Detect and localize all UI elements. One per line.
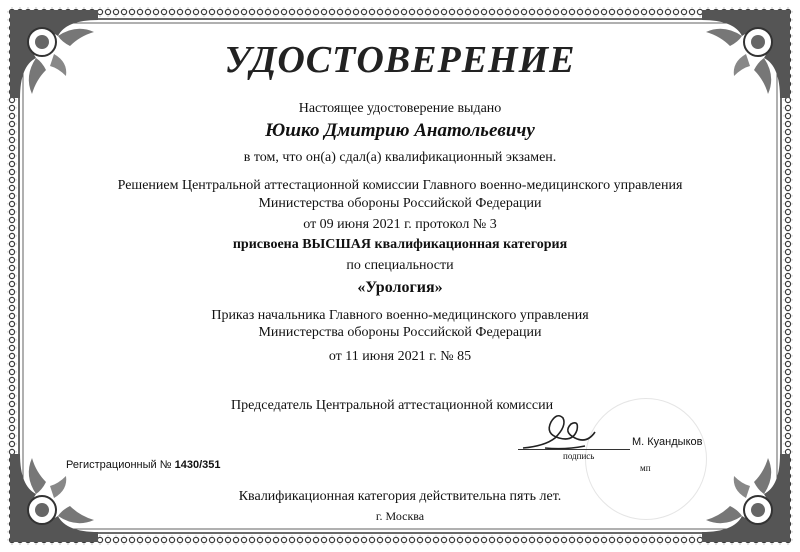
registration-field xyxy=(66,459,220,471)
decision-line-1: Решением Центральной аттестационной комиссии Главного военно-медицинского управления xyxy=(117,178,683,193)
order-line-1: Приказ начальника Главного военно-медицинского управления xyxy=(211,308,589,323)
certificate-title: УДОСТОВЕРЕНИЕ xyxy=(224,39,576,81)
specialty-name: «Урология» xyxy=(357,279,443,296)
signer-name: М. Куандыков xyxy=(632,436,703,448)
signature-line xyxy=(518,449,630,450)
decision-line-2: Министерства обороны Российской Федерации xyxy=(258,196,542,211)
registration-number: 1430/351 xyxy=(174,459,221,471)
category-line: присвоена ВЫСШАЯ квалификационная категория xyxy=(232,237,568,252)
validity-line: Квалификационная категория действительна пять лет. xyxy=(238,489,562,504)
city-line: г. Москва xyxy=(375,509,425,523)
issued-line: Настоящее удостоверение выдано xyxy=(298,101,502,116)
specialty-label: по специальности xyxy=(346,258,454,273)
signature-caption: подпись xyxy=(563,451,595,461)
chairman-line: Председатель Центральной аттестационной комиссии xyxy=(231,398,554,413)
order-line-2: Министерства обороны Российской Федерации xyxy=(258,325,542,340)
order-date-line: от 11 июня 2021 г. № 85 xyxy=(328,349,472,364)
seal-caption: мп xyxy=(640,463,651,473)
protocol-line: от 09 июня 2021 г. протокол № 3 xyxy=(303,217,497,232)
exam-line: в том, что он(а) сдал(а) квалификационный экзамен. xyxy=(243,150,557,165)
recipient-name: Юшко Дмитрию Анатольевичу xyxy=(265,120,535,141)
registration-label: Регистрационный № xyxy=(66,459,172,471)
